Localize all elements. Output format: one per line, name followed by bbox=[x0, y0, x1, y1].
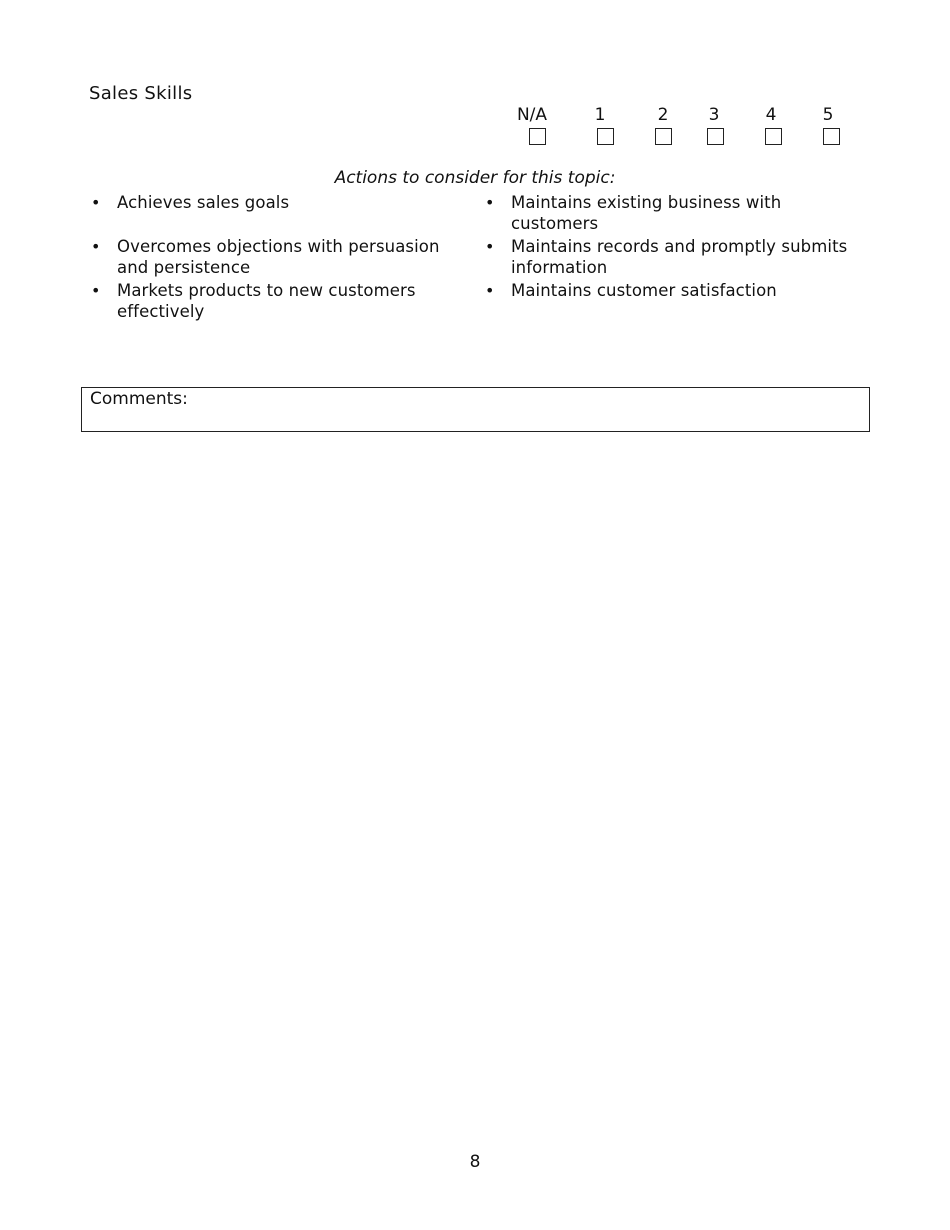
rating-checkbox-5[interactable] bbox=[823, 128, 840, 145]
action-item bbox=[91, 236, 457, 278]
comments-field[interactable] bbox=[81, 387, 870, 432]
action-item-text: Achieves sales goals bbox=[117, 193, 290, 212]
section-title: Sales Skills bbox=[89, 83, 193, 104]
action-item bbox=[485, 236, 856, 278]
action-item-text: Markets products to new customers effectively bbox=[117, 281, 416, 321]
bullet-icon: • bbox=[485, 281, 495, 300]
rating-label-1: 1 bbox=[594, 105, 606, 125]
rating-label-2: 2 bbox=[657, 105, 669, 125]
action-item-text: Maintains customer satisfaction bbox=[511, 281, 777, 300]
action-item-text: Overcomes objections with persuasion and persistence bbox=[117, 237, 440, 277]
rating-checkbox-4[interactable] bbox=[765, 128, 782, 145]
rating-checkbox-na[interactable] bbox=[529, 128, 546, 145]
bullet-icon: • bbox=[91, 281, 101, 300]
rating-checkbox-2[interactable] bbox=[655, 128, 672, 145]
action-item-text: Maintains records and promptly submits information bbox=[511, 237, 848, 277]
action-item bbox=[485, 192, 811, 234]
actions-heading: Actions to consider for this topic: bbox=[334, 168, 616, 188]
comments-label: Comments: bbox=[90, 389, 188, 409]
rating-label-4: 4 bbox=[765, 105, 777, 125]
page-number: 8 bbox=[469, 1152, 481, 1172]
action-item bbox=[91, 192, 457, 213]
rating-checkbox-1[interactable] bbox=[597, 128, 614, 145]
action-item-text: Maintains existing business with customers bbox=[511, 193, 782, 233]
rating-label-na: N/A bbox=[516, 105, 548, 125]
bullet-icon: • bbox=[485, 237, 495, 256]
rating-label-3: 3 bbox=[708, 105, 720, 125]
bullet-icon: • bbox=[91, 237, 101, 256]
action-item bbox=[485, 280, 856, 301]
rating-label-5: 5 bbox=[822, 105, 834, 125]
rating-checkbox-3[interactable] bbox=[707, 128, 724, 145]
bullet-icon: • bbox=[485, 193, 495, 212]
bullet-icon: • bbox=[91, 193, 101, 212]
action-item bbox=[91, 280, 437, 322]
